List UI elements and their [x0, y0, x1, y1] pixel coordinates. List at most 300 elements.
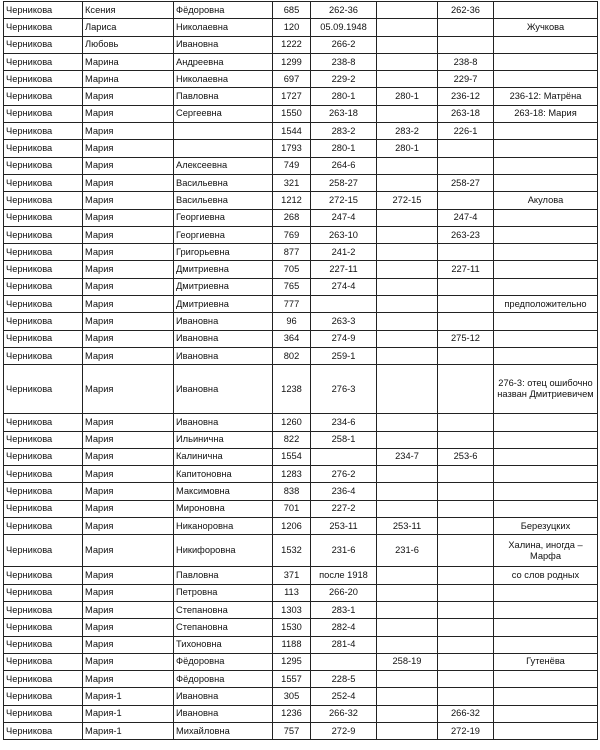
- number-cell: 705: [273, 261, 311, 278]
- record-cell: [311, 296, 377, 313]
- record-alt-cell: [377, 313, 438, 330]
- record-third-cell: 226-1: [438, 123, 494, 140]
- record-cell: 259-1: [311, 347, 377, 364]
- surname-cell: Черникова: [4, 192, 83, 209]
- table-row: [4, 535, 598, 567]
- record-cell: 263-3: [311, 313, 377, 330]
- record-third-cell: [438, 688, 494, 705]
- note-cell: [494, 431, 598, 448]
- record-cell: 05.09.1948: [311, 19, 377, 36]
- record-alt-cell: 231-6: [377, 535, 438, 567]
- number-cell: 1544: [273, 123, 311, 140]
- patronymic-cell: Васильевна: [174, 192, 273, 209]
- table-row: [4, 36, 598, 53]
- record-third-cell: [438, 500, 494, 517]
- table-row: [4, 105, 598, 122]
- record-third-cell: [438, 414, 494, 431]
- record-alt-cell: [377, 483, 438, 500]
- table-row: [4, 71, 598, 88]
- note-cell: [494, 448, 598, 465]
- surname-cell: Черникова: [4, 71, 83, 88]
- surname-cell: Черникова: [4, 671, 83, 688]
- number-cell: 1550: [273, 105, 311, 122]
- surname-cell: Черникова: [4, 209, 83, 226]
- note-cell: Гутенёва: [494, 653, 598, 670]
- number-cell: 802: [273, 347, 311, 364]
- number-cell: 1295: [273, 653, 311, 670]
- patronymic-cell: Ивановна: [174, 705, 273, 722]
- record-alt-cell: [377, 347, 438, 364]
- note-cell: со слов родных: [494, 567, 598, 584]
- record-alt-cell: [377, 705, 438, 722]
- first-name-cell: Мария: [83, 88, 174, 105]
- note-cell: [494, 226, 598, 243]
- record-alt-cell: [377, 2, 438, 19]
- number-cell: 685: [273, 2, 311, 19]
- note-cell: 236-12: Матрёна: [494, 88, 598, 105]
- patronymic-cell: Максимовна: [174, 483, 273, 500]
- number-cell: 120: [273, 19, 311, 36]
- table-row: [4, 278, 598, 295]
- number-cell: 1222: [273, 36, 311, 53]
- surname-cell: Черникова: [4, 313, 83, 330]
- table-row: [4, 431, 598, 448]
- record-cell: 272-9: [311, 722, 377, 739]
- record-third-cell: 263-23: [438, 226, 494, 243]
- patronymic-cell: [174, 123, 273, 140]
- patronymic-cell: Дмитриевна: [174, 278, 273, 295]
- number-cell: 1557: [273, 671, 311, 688]
- table-row: [4, 365, 598, 414]
- surname-cell: Черникова: [4, 636, 83, 653]
- record-third-cell: [438, 535, 494, 567]
- patronymic-cell: Павловна: [174, 88, 273, 105]
- note-cell: [494, 36, 598, 53]
- surname-cell: Черникова: [4, 722, 83, 739]
- number-cell: 877: [273, 244, 311, 261]
- note-cell: [494, 483, 598, 500]
- record-alt-cell: [377, 36, 438, 53]
- surname-cell: Черникова: [4, 483, 83, 500]
- note-cell: [494, 53, 598, 70]
- first-name-cell: Мария: [83, 140, 174, 157]
- record-cell: 283-2: [311, 123, 377, 140]
- record-alt-cell: [377, 261, 438, 278]
- record-cell: 281-4: [311, 636, 377, 653]
- patronymic-cell: Георгиевна: [174, 226, 273, 243]
- number-cell: 371: [273, 567, 311, 584]
- table-row: [4, 330, 598, 347]
- number-cell: 1727: [273, 88, 311, 105]
- record-alt-cell: [377, 567, 438, 584]
- record-alt-cell: [377, 500, 438, 517]
- surname-cell: Черникова: [4, 53, 83, 70]
- table-row: [4, 53, 598, 70]
- surname-cell: Черникова: [4, 261, 83, 278]
- number-cell: 1206: [273, 518, 311, 535]
- record-cell: 266-32: [311, 705, 377, 722]
- record-third-cell: 272-19: [438, 722, 494, 739]
- table-row: [4, 313, 598, 330]
- table-row: [4, 226, 598, 243]
- note-cell: [494, 688, 598, 705]
- table-row: [4, 448, 598, 465]
- record-cell: 241-2: [311, 244, 377, 261]
- record-third-cell: [438, 140, 494, 157]
- record-alt-cell: [377, 209, 438, 226]
- number-cell: 96: [273, 313, 311, 330]
- record-alt-cell: [377, 671, 438, 688]
- first-name-cell: Мария-1: [83, 705, 174, 722]
- number-cell: 777: [273, 296, 311, 313]
- patronymic-cell: Степановна: [174, 619, 273, 636]
- note-cell: [494, 619, 598, 636]
- record-alt-cell: [377, 619, 438, 636]
- first-name-cell: Мария: [83, 226, 174, 243]
- number-cell: 701: [273, 500, 311, 517]
- record-third-cell: [438, 601, 494, 618]
- record-alt-cell: [377, 296, 438, 313]
- table-row: [4, 705, 598, 722]
- patronymic-cell: Григорьевна: [174, 244, 273, 261]
- surname-cell: Черникова: [4, 567, 83, 584]
- patronymic-cell: Ивановна: [174, 36, 273, 53]
- record-alt-cell: [377, 53, 438, 70]
- record-third-cell: 266-32: [438, 705, 494, 722]
- table-row: [4, 157, 598, 174]
- number-cell: 822: [273, 431, 311, 448]
- surname-cell: Черникова: [4, 296, 83, 313]
- table-row: [4, 584, 598, 601]
- surname-cell: Черникова: [4, 278, 83, 295]
- record-third-cell: [438, 466, 494, 483]
- record-third-cell: 262-36: [438, 2, 494, 19]
- number-cell: 1530: [273, 619, 311, 636]
- surname-cell: Черникова: [4, 518, 83, 535]
- patronymic-cell: Фёдоровна: [174, 2, 273, 19]
- note-cell: Халина, иногда – Марфа: [494, 535, 598, 567]
- patronymic-cell: [174, 140, 273, 157]
- first-name-cell: Мария: [83, 313, 174, 330]
- table-row: [4, 174, 598, 191]
- record-third-cell: [438, 653, 494, 670]
- table-row: [4, 296, 598, 313]
- record-third-cell: [438, 36, 494, 53]
- table-row: [4, 261, 598, 278]
- first-name-cell: Мария: [83, 653, 174, 670]
- record-alt-cell: [377, 71, 438, 88]
- note-cell: [494, 261, 598, 278]
- record-cell: 263-18: [311, 105, 377, 122]
- record-alt-cell: [377, 174, 438, 191]
- number-cell: 1283: [273, 466, 311, 483]
- table-row: [4, 671, 598, 688]
- first-name-cell: Мария: [83, 365, 174, 414]
- record-third-cell: [438, 192, 494, 209]
- patronymic-cell: Калинична: [174, 448, 273, 465]
- note-cell: [494, 330, 598, 347]
- record-cell: 280-1: [311, 88, 377, 105]
- first-name-cell: Мария: [83, 518, 174, 535]
- surname-cell: Черникова: [4, 535, 83, 567]
- first-name-cell: Мария: [83, 636, 174, 653]
- first-name-cell: Лариса: [83, 19, 174, 36]
- note-cell: [494, 209, 598, 226]
- record-alt-cell: 258-19: [377, 653, 438, 670]
- record-third-cell: 238-8: [438, 53, 494, 70]
- surname-cell: Черникова: [4, 330, 83, 347]
- patronymic-cell: Петровна: [174, 584, 273, 601]
- record-alt-cell: [377, 244, 438, 261]
- record-alt-cell: [377, 330, 438, 347]
- first-name-cell: Мария: [83, 431, 174, 448]
- record-cell: 229-2: [311, 71, 377, 88]
- first-name-cell: Мария: [83, 157, 174, 174]
- note-cell: [494, 414, 598, 431]
- record-alt-cell: [377, 365, 438, 414]
- record-third-cell: 236-12: [438, 88, 494, 105]
- first-name-cell: Мария: [83, 278, 174, 295]
- record-third-cell: 253-6: [438, 448, 494, 465]
- surname-cell: Черникова: [4, 466, 83, 483]
- table-row: [4, 688, 598, 705]
- table-row: [4, 140, 598, 157]
- record-cell: после 1918: [311, 567, 377, 584]
- patronymic-cell: Ивановна: [174, 313, 273, 330]
- note-cell: [494, 2, 598, 19]
- number-cell: 364: [273, 330, 311, 347]
- record-cell: 274-4: [311, 278, 377, 295]
- patronymic-cell: Михайловна: [174, 722, 273, 739]
- record-third-cell: [438, 19, 494, 36]
- record-third-cell: [438, 671, 494, 688]
- patronymic-cell: Тихоновна: [174, 636, 273, 653]
- record-alt-cell: [377, 601, 438, 618]
- record-third-cell: 258-27: [438, 174, 494, 191]
- note-cell: [494, 140, 598, 157]
- surname-cell: Черникова: [4, 88, 83, 105]
- note-cell: Акулова: [494, 192, 598, 209]
- note-cell: [494, 123, 598, 140]
- record-third-cell: [438, 157, 494, 174]
- number-cell: 697: [273, 71, 311, 88]
- patronymic-cell: Капитоновна: [174, 466, 273, 483]
- table-row: [4, 347, 598, 364]
- first-name-cell: Марина: [83, 71, 174, 88]
- first-name-cell: Мария: [83, 414, 174, 431]
- number-cell: 1238: [273, 365, 311, 414]
- patronymic-cell: Ивановна: [174, 330, 273, 347]
- first-name-cell: Мария: [83, 671, 174, 688]
- record-alt-cell: 280-1: [377, 140, 438, 157]
- surname-cell: Черникова: [4, 601, 83, 618]
- patronymic-cell: Мироновна: [174, 500, 273, 517]
- table-row: [4, 88, 598, 105]
- first-name-cell: Мария: [83, 123, 174, 140]
- record-third-cell: [438, 483, 494, 500]
- first-name-cell: Мария: [83, 244, 174, 261]
- patronymic-cell: Дмитриевна: [174, 296, 273, 313]
- first-name-cell: Ксения: [83, 2, 174, 19]
- first-name-cell: Мария: [83, 448, 174, 465]
- first-name-cell: Мария: [83, 601, 174, 618]
- surname-cell: Черникова: [4, 347, 83, 364]
- table-row: [4, 483, 598, 500]
- surname-cell: Черникова: [4, 584, 83, 601]
- note-cell: [494, 500, 598, 517]
- note-cell: предположительно: [494, 296, 598, 313]
- first-name-cell: Мария: [83, 619, 174, 636]
- record-alt-cell: [377, 688, 438, 705]
- note-cell: [494, 174, 598, 191]
- patronymic-cell: Фёдоровна: [174, 671, 273, 688]
- record-cell: [311, 653, 377, 670]
- patronymic-cell: Фёдоровна: [174, 653, 273, 670]
- number-cell: 769: [273, 226, 311, 243]
- record-alt-cell: [377, 466, 438, 483]
- table-row: [4, 567, 598, 584]
- record-cell: 227-11: [311, 261, 377, 278]
- table-row: [4, 722, 598, 739]
- patronymic-cell: Никифоровна: [174, 535, 273, 567]
- patronymic-cell: Георгиевна: [174, 209, 273, 226]
- record-cell: 272-15: [311, 192, 377, 209]
- first-name-cell: Мария: [83, 483, 174, 500]
- patronymic-cell: Ивановна: [174, 414, 273, 431]
- number-cell: 1260: [273, 414, 311, 431]
- record-cell: 234-6: [311, 414, 377, 431]
- table-row: [4, 466, 598, 483]
- note-cell: 276-3: отец ошибочно назван Дмитриевичем: [494, 365, 598, 414]
- patronymic-cell: Ильинична: [174, 431, 273, 448]
- note-cell: [494, 466, 598, 483]
- record-alt-cell: [377, 584, 438, 601]
- record-cell: 283-1: [311, 601, 377, 618]
- surname-cell: Черникова: [4, 431, 83, 448]
- table-row: [4, 192, 598, 209]
- note-cell: [494, 71, 598, 88]
- table-row: [4, 244, 598, 261]
- record-third-cell: [438, 296, 494, 313]
- table-row: [4, 518, 598, 535]
- record-alt-cell: 253-11: [377, 518, 438, 535]
- record-third-cell: [438, 518, 494, 535]
- record-alt-cell: 234-7: [377, 448, 438, 465]
- number-cell: 1532: [273, 535, 311, 567]
- surname-cell: Черникова: [4, 365, 83, 414]
- number-cell: 268: [273, 209, 311, 226]
- record-third-cell: 263-18: [438, 105, 494, 122]
- record-alt-cell: [377, 636, 438, 653]
- first-name-cell: Мария: [83, 330, 174, 347]
- surname-cell: Черникова: [4, 705, 83, 722]
- record-alt-cell: [377, 414, 438, 431]
- record-cell: 264-6: [311, 157, 377, 174]
- table-row: [4, 500, 598, 517]
- record-cell: 276-2: [311, 466, 377, 483]
- records-table: [3, 1, 598, 740]
- first-name-cell: Мария-1: [83, 688, 174, 705]
- record-third-cell: [438, 431, 494, 448]
- table-row: [4, 653, 598, 670]
- first-name-cell: Мария: [83, 105, 174, 122]
- first-name-cell: Мария-1: [83, 722, 174, 739]
- number-cell: 765: [273, 278, 311, 295]
- record-cell: 263-10: [311, 226, 377, 243]
- note-cell: [494, 722, 598, 739]
- number-cell: 1188: [273, 636, 311, 653]
- record-cell: 227-2: [311, 500, 377, 517]
- note-cell: 263-18: Мария: [494, 105, 598, 122]
- record-alt-cell: 283-2: [377, 123, 438, 140]
- surname-cell: Черникова: [4, 226, 83, 243]
- note-cell: [494, 671, 598, 688]
- record-cell: 238-8: [311, 53, 377, 70]
- record-third-cell: 227-11: [438, 261, 494, 278]
- first-name-cell: Мария: [83, 466, 174, 483]
- record-cell: 276-3: [311, 365, 377, 414]
- patronymic-cell: Николаевна: [174, 71, 273, 88]
- number-cell: 305: [273, 688, 311, 705]
- record-third-cell: [438, 619, 494, 636]
- record-alt-cell: 272-15: [377, 192, 438, 209]
- record-cell: 262-36: [311, 2, 377, 19]
- surname-cell: Черникова: [4, 157, 83, 174]
- record-cell: [311, 448, 377, 465]
- patronymic-cell: Андреевна: [174, 53, 273, 70]
- surname-cell: Черникова: [4, 500, 83, 517]
- record-third-cell: 229-7: [438, 71, 494, 88]
- patronymic-cell: Николаевна: [174, 19, 273, 36]
- record-third-cell: [438, 347, 494, 364]
- number-cell: 1236: [273, 705, 311, 722]
- note-cell: [494, 601, 598, 618]
- patronymic-cell: Степановна: [174, 601, 273, 618]
- patronymic-cell: Ивановна: [174, 365, 273, 414]
- first-name-cell: Мария: [83, 535, 174, 567]
- record-cell: 266-20: [311, 584, 377, 601]
- record-cell: 252-4: [311, 688, 377, 705]
- note-cell: [494, 278, 598, 295]
- note-cell: [494, 347, 598, 364]
- patronymic-cell: Сергеевна: [174, 105, 273, 122]
- surname-cell: Черникова: [4, 414, 83, 431]
- table-row: [4, 123, 598, 140]
- table-row: [4, 414, 598, 431]
- record-cell: 258-1: [311, 431, 377, 448]
- record-cell: 247-4: [311, 209, 377, 226]
- record-third-cell: [438, 365, 494, 414]
- surname-cell: Черникова: [4, 105, 83, 122]
- record-cell: 280-1: [311, 140, 377, 157]
- surname-cell: Черникова: [4, 688, 83, 705]
- record-alt-cell: [377, 431, 438, 448]
- first-name-cell: Любовь: [83, 36, 174, 53]
- patronymic-cell: Васильевна: [174, 174, 273, 191]
- number-cell: 1212: [273, 192, 311, 209]
- patronymic-cell: Павловна: [174, 567, 273, 584]
- first-name-cell: Мария: [83, 584, 174, 601]
- record-alt-cell: [377, 105, 438, 122]
- first-name-cell: Марина: [83, 53, 174, 70]
- table-row: [4, 209, 598, 226]
- patronymic-cell: Ивановна: [174, 688, 273, 705]
- note-cell: [494, 584, 598, 601]
- note-cell: [494, 313, 598, 330]
- record-cell: 236-4: [311, 483, 377, 500]
- record-cell: 258-27: [311, 174, 377, 191]
- number-cell: 1303: [273, 601, 311, 618]
